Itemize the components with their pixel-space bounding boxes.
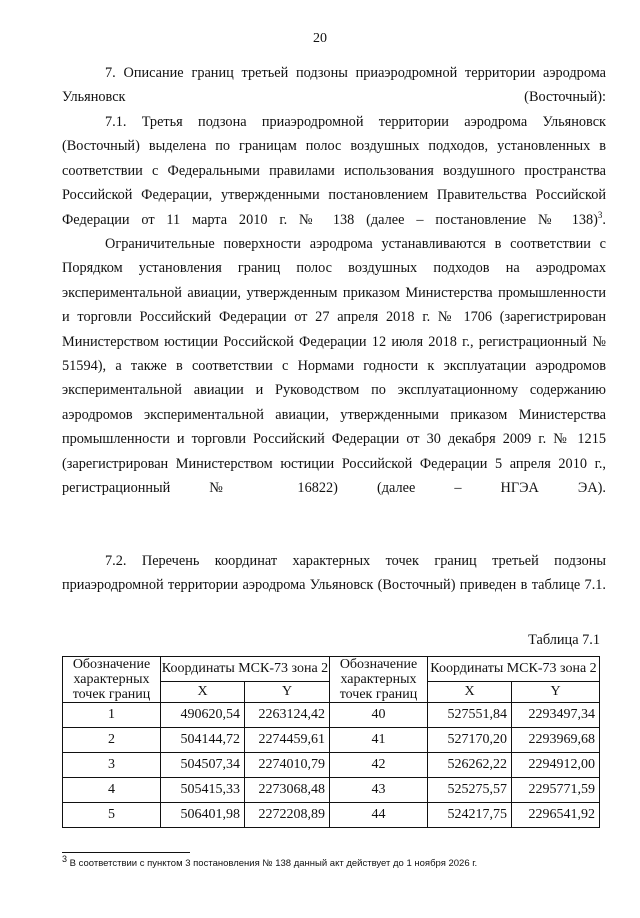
header-x-left: X <box>161 681 245 702</box>
cell-point: 3 <box>63 753 161 778</box>
paragraph-7-1 <box>62 110 606 232</box>
cell-point: 42 <box>330 753 428 778</box>
table-row <box>63 753 600 778</box>
cell-x: 505415,33 <box>161 778 245 803</box>
cell-x: 490620,54 <box>161 703 245 728</box>
page-number: 20 <box>313 31 327 46</box>
cell-x: 527170,20 <box>428 728 512 753</box>
header-point-right: Обозначение характерных точек границ <box>330 657 428 703</box>
section-heading: 7. Описание границ третьей подзоны приаэродромной территории аэродрома Ульяновск (Восточный): <box>62 65 606 106</box>
table-row <box>63 803 600 828</box>
cell-x: 504507,34 <box>161 753 245 778</box>
cell-point: 5 <box>63 803 161 828</box>
cell-y: 2273068,48 <box>245 778 330 803</box>
cell-y: 2263124,42 <box>245 703 330 728</box>
cell-point: 40 <box>330 703 428 728</box>
cell-x: 506401,98 <box>161 803 245 828</box>
paragraph-7-1-end: . <box>602 211 606 228</box>
cell-y: 2296541,92 <box>512 803 600 828</box>
header-coords-left: Координаты МСК-73 зона 2 <box>161 657 330 682</box>
cell-y: 2272208,89 <box>245 803 330 828</box>
footnote-text: В соответствии с пунктом 3 постановления № 138 данный акт действует до 1 ноября 2026 г. <box>67 858 478 869</box>
table-row <box>63 703 600 728</box>
coordinates-table <box>62 656 600 828</box>
cell-y: 2274459,61 <box>245 728 330 753</box>
table-caption: Таблица 7.1 <box>528 632 600 648</box>
footnote-mark: 3 <box>62 853 68 864</box>
cell-x: 526262,22 <box>428 753 512 778</box>
cell-x: 504144,72 <box>161 728 245 753</box>
cell-x: 524217,75 <box>428 803 512 828</box>
cell-point: 1 <box>63 703 161 728</box>
cell-y: 2293497,34 <box>512 703 600 728</box>
footnote <box>62 853 478 869</box>
cell-point: 4 <box>63 778 161 803</box>
cell-x: 525275,57 <box>428 778 512 803</box>
header-y-left: Y <box>245 681 330 702</box>
header-x-right: X <box>428 681 512 702</box>
header-coords-right: Координаты МСК-73 зона 2 <box>428 657 600 682</box>
footnote-divider <box>62 852 190 853</box>
table-row <box>63 728 600 753</box>
paragraph-7-2: 7.2. Перечень координат характерных точек границ третьей подзоны приаэродромной территории аэродрома Ульяновск (Восточный) приведен в таблице 7.1. <box>62 553 606 594</box>
cell-y: 2293969,68 <box>512 728 600 753</box>
table-row <box>63 778 600 803</box>
cell-y: 2294912,00 <box>512 753 600 778</box>
cell-y: 2274010,79 <box>245 753 330 778</box>
cell-y: 2295771,59 <box>512 778 600 803</box>
cell-point: 2 <box>63 728 161 753</box>
cell-point: 41 <box>330 728 428 753</box>
cell-point: 43 <box>330 778 428 803</box>
header-point-left: Обозначение характерных точек границ <box>63 657 161 703</box>
paragraph-surfaces: Ограничительные поверхности аэродрома устанавливаются в соответствии с Порядком установления границ полос воздушных подходов на аэродромах экспериментальной авиации, утвержденным приказом Министерства промышленности и торговли Российский Федерации от 27 апреля 2018 г. № 1706 (зарегистрирован Министерством юстиции Российской Федерации 12 июля 2018 г., регистрационный № 51594), а также в соответствии с Нормами годности к эксплуатации аэродромов экспериментальной авиации и Руководством по эксплуатационному содержанию аэродромов экспериментальной авиации, утвержденными приказом Министерства промышленности и торговли Российский Федерации от 30 декабря 2009 г. № 1215 (зарегистрирован Министерством юстиции Российской Федерации 5 апреля 2010 г., регистрационный № 16822) (далее – НГЭА ЭА). <box>62 236 606 497</box>
cell-x: 527551,84 <box>428 703 512 728</box>
paragraph-7-1-text: 7.1. Третья подзона приаэродромной территории аэродрома Ульяновск (Восточный) выделена по границам полос воздушных подходов, установленных в соответствии с Федеральными правилами использования воздушного пространства Российской Федерации, утвержденными постановлением Правительства Российской Федерации от 11 марта 2010 г. № 138 (далее – постановление № 138) <box>62 114 606 228</box>
cell-point: 44 <box>330 803 428 828</box>
footnote-ref: 3 <box>597 209 603 220</box>
header-y-right: Y <box>512 681 600 702</box>
